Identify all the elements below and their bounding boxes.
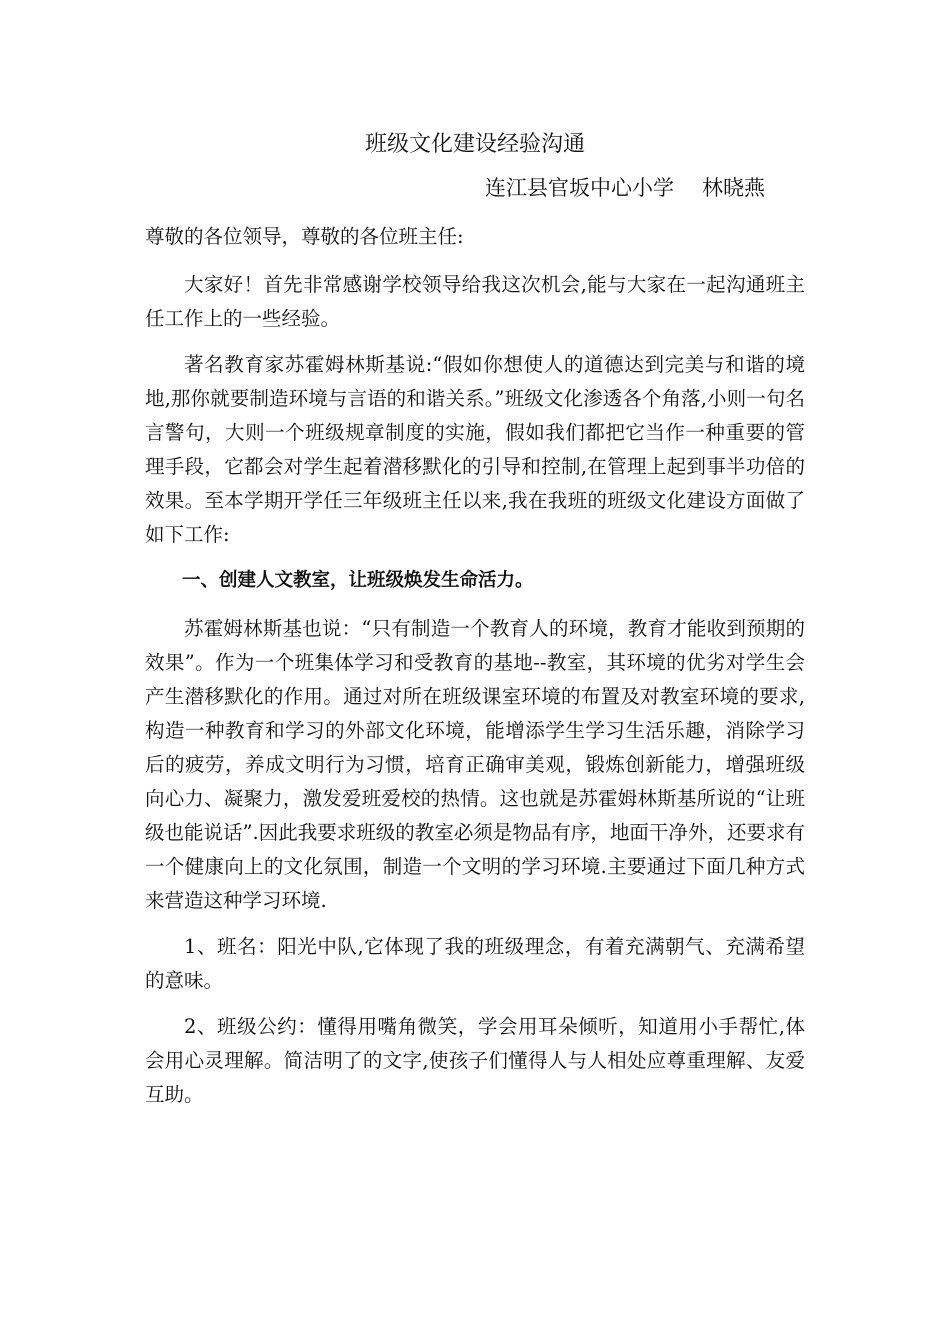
author-byline: [485, 171, 765, 205]
author-organization: 连江县官坂中心小学: [485, 176, 674, 200]
salutation: 尊敬的各位领导，尊敬的各位班主任:: [145, 225, 464, 248]
author-name: 林晓燕: [702, 176, 765, 200]
document-body: [145, 220, 805, 1124]
paragraph-classroom-environment: 苏霍姆林斯基也说：“只有制造一个教育人的环境，教育才能收到预期的效果”。作为一个班集体学习和受教育的基地--教室，其环境的优劣对学生会产生潜移默化的作用。通过对所在班级课室环境的布置及对教室环境的要求,构造一种教育和学习的外部文化环境，能增添学生学习生活乐趣，消除学习后的疲劳，养成文明行为习惯，培育正确审美观，锻炼创新能力，增强班级向心力、凝聚力，激发爱班爱校的热情。这也就是苏霍姆林斯基所说的“让班级也能说话”.因此我要求班级的教室必须是物品有序，地面干净外，还要求有一个健康向上的文化氛围，制造一个文明的学习环境.主要通过下面几种方式来营造这种学习环境.: [145, 617, 805, 912]
paragraph-greeting: 大家好！首先非常感谢学校领导给我这次机会,能与大家在一起沟通班主任工作上的一些经验。: [145, 273, 805, 330]
paragraph-introduction: 著名教育家苏霍姆林斯基说:“假如你想使人的道德达到完美与和谐的境地,那你就要制造环境与言语的和谐关系。”班级文化渗透各个角落,小则一句名言警句，大则一个班级规章制度的实施，假如我们都把它当作一种重要的管理手段，它都会对学生起着潜移默化的引导和控制,在管理上起到事半功倍的效果。至本学期开学任三年级班主任以来,我在我班的班级文化建设方面做了如下工作:: [145, 353, 805, 546]
document-title: 班级文化建设经验沟通: [364, 132, 585, 157]
section-heading: 一、创建人文教室，让班级焕发生命活力。: [182, 570, 534, 591]
list-item-class-convention: 2、班级公约：懂得用嘴角微笑，学会用耳朵倾听，知道用小手帮忙,体会用心灵理解。简洁明了的文字,使孩子们懂得人与人相处应尊重理解、友爱互助。: [145, 1015, 805, 1106]
list-item-class-name: 1、班名：阳光中队,它体现了我的班级理念，有着充满朝气、充满希望的意味。: [145, 935, 805, 992]
